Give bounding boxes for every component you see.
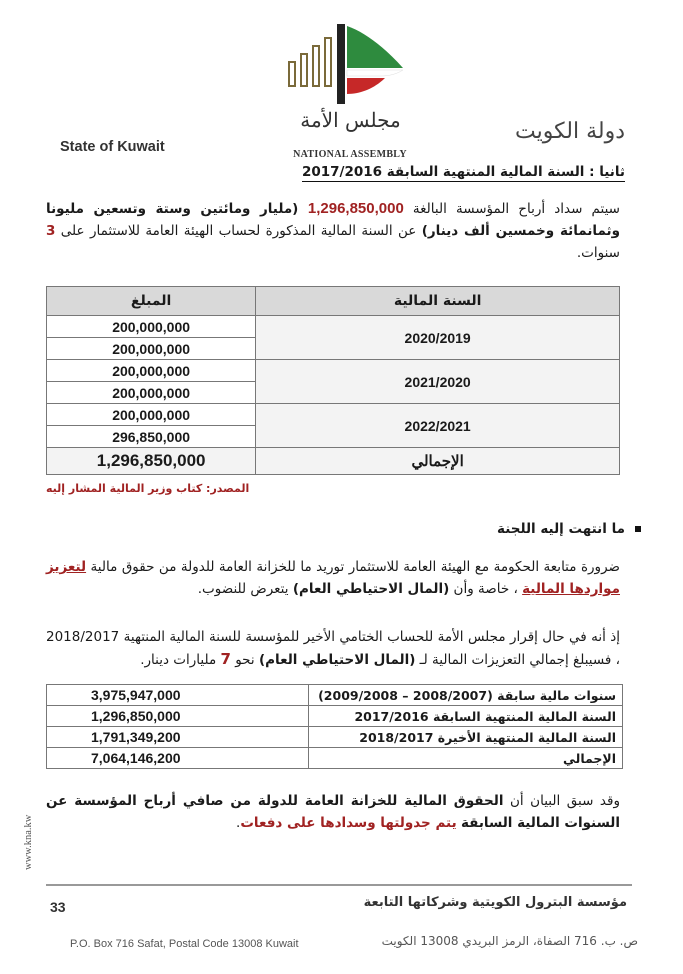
paragraph-approval [46,626,620,671]
para4-rights: الحقوق المالية للخزانة العامة للدولة من صافي أرباح المؤسسة عن السنوات المالية السابقة [46,793,620,831]
para1-amount: 1,296,850,000 [307,200,404,217]
paragraph-government-followup [46,556,620,600]
para2-reserve-fund: (المال الاحتياطي العام) [292,581,450,597]
para3-text-1: إذ أنه في حال إقرار مجلس الأمة للحساب الختامي الأخير للمؤسسة للسنة المالية المنتهية 2018/2017 ، فسيبلغ إجمالي التعزيزات المالية لـ [46,629,620,668]
committee-conclusion-text: ما انتهت إليه اللجنة [497,521,625,537]
amount-cell: 200,000,000 [47,360,256,382]
header-amount: المبلغ [47,287,256,316]
row-label: سنوات مالية سابقة (2008/2007 – 2009/2008) [309,685,623,706]
repayment-schedule-table [46,286,620,475]
committee-conclusion-heading [497,521,641,537]
bullet-icon [635,526,641,532]
para2-text-5: يتعرض للنضوب. [197,581,293,597]
fiscal-year-cell: 2020/2019 [256,316,620,360]
para4-text-1: وقد سبق البيان أن [503,793,620,809]
footer-address-arabic: ص. ب. 716 الصفاة، الرمز البريدي 13008 الكويت [381,934,638,948]
table-total-row [47,748,623,769]
para2-text-1: ضرورة متابعة الحكومة مع الهيئة العامة للاستثمار توريد ما للخزانة العامة للدولة من حقوق مالية [86,559,620,575]
table-row [47,706,623,727]
row-value: 1,791,349,200 [47,727,309,748]
table-total-row [47,448,620,475]
total-label-cell: الإجمالي [256,448,620,475]
para2-text-3: ، خاصة وأن [449,581,523,597]
section-title: ثانيا : السنة المالية المنتهية السابقة 2017/2016 [301,164,625,180]
para4-schedule: يتم جدولتها وسدادها على دفعات [240,815,457,831]
header-fiscal-year: السنة المالية [256,287,620,316]
amount-cell: 200,000,000 [47,382,256,404]
financial-reinforcement-table [46,684,623,769]
amount-cell: 296,850,000 [47,426,256,448]
source-note: المصدر: كتاب وزير المالية المشار إليه [46,482,250,495]
side-website-url: www.kna.kw [23,814,34,870]
amount-cell: 200,000,000 [47,316,256,338]
para3-text-3: نحو [230,652,259,668]
amount-cell: 200,000,000 [47,338,256,360]
para1-text-3: عن السنة المالية المذكورة لحساب الهيئة العامة للاستثمار على [55,223,422,239]
para1-text-1: سيتم سداد أرباح المؤسسة البالغة [403,201,620,217]
table-header-row [47,287,620,316]
row-value: 1,296,850,000 [47,706,309,727]
paragraph-previous-statement [46,790,620,834]
row-label: السنة المالية المنتهية السابقة 2017/2016 [309,706,623,727]
para3-number: 7 [220,650,231,668]
state-english-label: State of Kuwait [60,139,165,155]
para1-amount-words: (مليار ومائتين وستة وتسعين مليونا وثمانمائة وخمسين ألف دينار) [46,201,620,239]
logo-english-text: NATIONAL ASSEMBLY [293,149,407,160]
table-row [47,360,620,382]
table-row [47,727,623,748]
para2-highlight: لتعزيز مواردها المالية [46,559,620,597]
table-row [47,316,620,338]
total-label: الإجمالي [309,748,623,769]
table-row [47,404,620,426]
para4-text-5: . [236,815,241,831]
footer-divider [46,884,632,886]
paragraph-repayment [46,198,620,264]
total-value: 7,064,146,200 [47,748,309,769]
national-assembly-logo [285,18,410,108]
page-number: 33 [50,899,66,915]
amount-cell: 200,000,000 [47,404,256,426]
fiscal-year-cell: 2022/2021 [256,404,620,448]
fiscal-year-cell: 2021/2020 [256,360,620,404]
para1-text-4: سنوات. [576,245,620,261]
total-value-cell: 1,296,850,000 [47,448,256,475]
footer-organization: مؤسسة البترول الكويتية وشركاتها التابعة [363,895,627,910]
table-row [47,685,623,706]
logo-arabic-text: مجلس الأمة [300,108,401,132]
para3-text-4: مليارات دينار. [140,652,221,668]
row-label: السنة المالية المنتهية الأخيرة 2018/2017 [309,727,623,748]
para1-years: 3 [46,223,56,239]
para3-reserve-fund: (المال الاحتياطي العام) [258,652,416,668]
footer-address-english: P.O. Box 716 Safat, Postal Code 13008 Kuwait [70,938,299,950]
row-value: 3,975,947,000 [47,685,309,706]
state-arabic-label: دولة الكويت [515,119,625,144]
